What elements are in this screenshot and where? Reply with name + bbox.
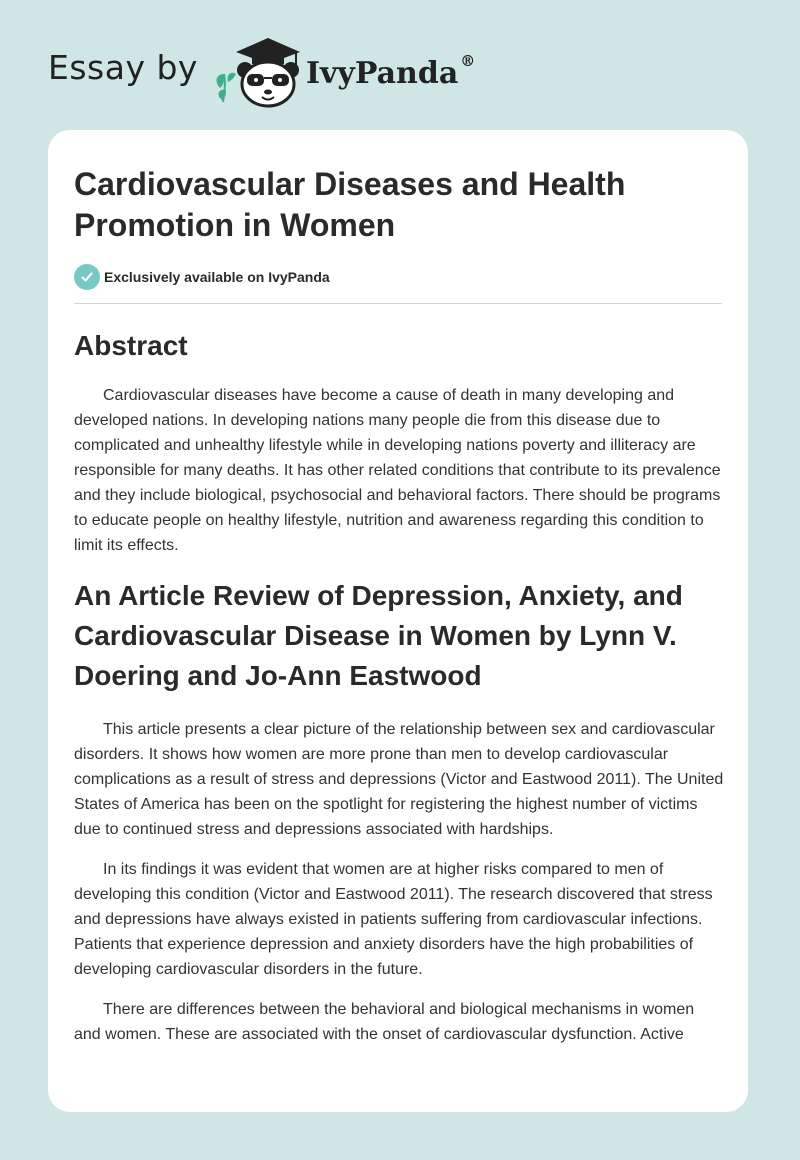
brand-name[interactable] (305, 51, 476, 91)
essay-card (48, 130, 748, 1112)
paragraph: In its findings it was evident that women are at higher risks compared to men of developing this condition (Victor and Eastwood 2011). The research discovered that stress and depressions have always existed in patients suffering from cardiovascular infections. Patients that experience depression and anxiety disorders have the high probabilities of developing cardiovascular disorders in the future. (74, 861, 713, 978)
check-circle-icon (74, 264, 100, 290)
trademark-symbol: ® (460, 51, 476, 70)
exclusive-label: Exclusively available on IvyPanda (104, 269, 330, 285)
paragraph: This article presents a clear picture of the relationship between sex and cardiovascular disorders. It shows how women are more prone than men to develop cardiovascular complications as a result of stress and depressions (Victor and Eastwood 2011). The United States of America has been on the spotlight for registering the highest number of victims due to continued stress and depressions associated with hardships. (74, 721, 724, 838)
brand-prefix: Essay by (48, 47, 198, 87)
section-heading-article-review: An Article Review of Depression, Anxiety, and Cardiovascular Disease in Women by Lynn V. Doering and Jo-Ann Eastwood (74, 580, 683, 691)
title-divider (74, 303, 722, 304)
brand-name-text: IvyPanda (305, 55, 459, 91)
exclusive-badge (74, 264, 330, 290)
site-header (48, 32, 475, 110)
paragraph: Cardiovascular diseases have become a cause of death in many developing and developed nations. In developing nations many people die from this disease due to complicated and unhealthy lifestyle while in developing nations poverty and illiteracy are responsible for many deaths. It has other related conditions that contribute to its prevalence and they include biological, psychosocial and behavioral factors. There should be programs to educate people on healthy lifestyle, nutrition and awareness regarding this condition to limit its effects. (74, 387, 721, 554)
panda-logo-icon[interactable] (212, 32, 312, 110)
paragraph: There are differences between the behavioral and biological mechanisms in women and women. These are associated with the onset of cardiovascular dysfunction. Active (74, 1001, 695, 1043)
essay-body (74, 326, 724, 1062)
essay-title: Cardiovascular Diseases and Health Promotion in Women (74, 166, 626, 243)
section-heading-abstract: Abstract (74, 330, 188, 361)
